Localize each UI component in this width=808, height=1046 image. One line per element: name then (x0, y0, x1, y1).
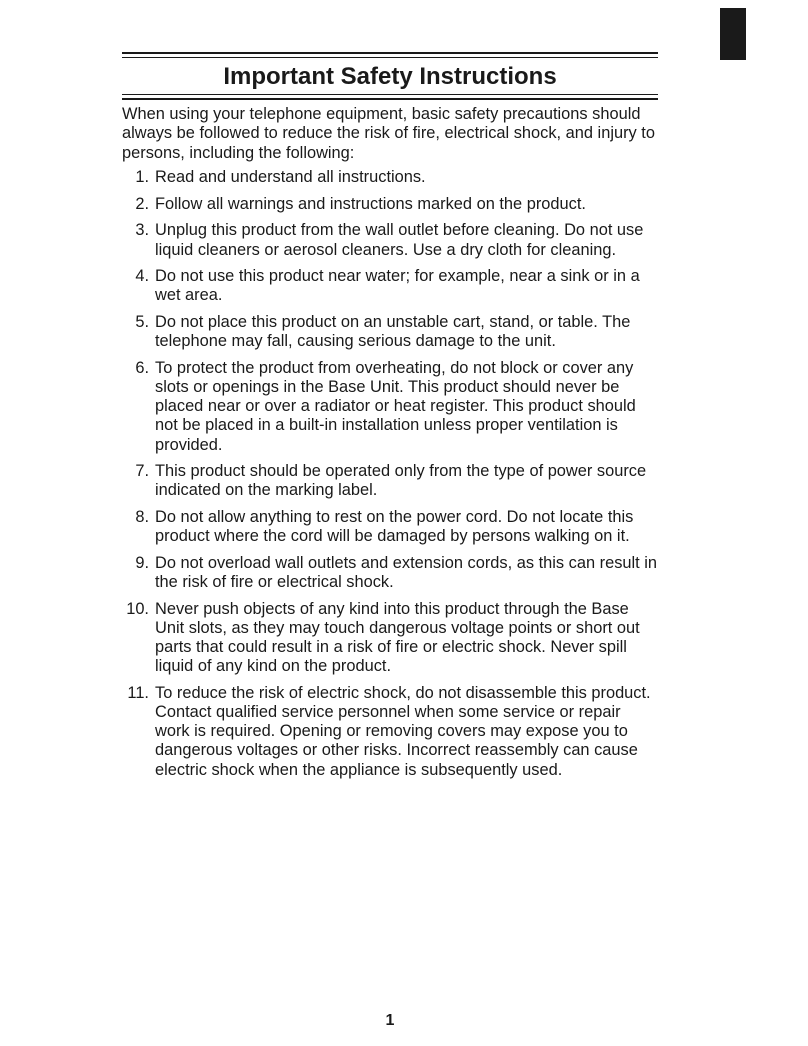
list-item-number: 8. (135, 508, 149, 526)
list-item (122, 684, 658, 780)
document-body (122, 52, 658, 787)
list-item (122, 221, 658, 259)
list-item-number: 1. (135, 168, 149, 187)
list-item (122, 600, 658, 677)
list-item-number: 11. (127, 683, 149, 702)
list-item (122, 554, 658, 592)
list-item-number: 2. (135, 194, 149, 213)
list-item-text: Read and understand all instructions. (155, 168, 426, 187)
list-item-text: Never push objects of any kind into this product through the Base Unit slots, as they may touch dangerous voltage points or short out parts that could result in a risk of fire or electric shock. Never spill liquid of any kind on the product. (155, 599, 640, 676)
list-item (122, 359, 658, 455)
page-title: Important Safety Instructions (223, 63, 557, 90)
list-item-text: To protect the product from overheating, do not block or cover any slots or openings in the Base Unit. This product should never be placed near or over a radiator or heat register. This product should not be placed in a built-in installation unless proper ventilation is provided. (155, 358, 636, 454)
intro-paragraph: When using your telephone equipment, basic safety precautions should always be followed to reduce the risk of fire, electrical shock, and injury to persons, including the following: (122, 105, 655, 162)
list-item (122, 168, 658, 187)
list-item-text: This product should be operated only from the type of power source indicated on the marking label. (155, 462, 647, 500)
section-edge-tab (720, 8, 746, 60)
list-item (122, 267, 658, 305)
list-item-text: Do not overload wall outlets and extension cords, as this can result in the risk of fire or electrical shock. (155, 553, 658, 591)
title-rule-top (122, 52, 658, 58)
list-item (122, 313, 658, 351)
list-item-number: 3. (135, 221, 149, 240)
title-rule-bottom (122, 94, 658, 100)
list-item-text: Do not use this product near water; for example, near a sink or in a wet area. (155, 267, 640, 305)
list-item-number: 9. (135, 553, 149, 572)
list-item-text: To reduce the risk of electric shock, do not disassemble this product. Contact qualified service personnel when some service or repair work is required. Opening or removing covers may expose you to dangerous voltages or other risks. Incorrect reassembly can cause electric shock when the appliance is subsequently used. (155, 683, 651, 779)
list-item-text: Follow all warnings and instructions marked on the product. (155, 194, 586, 213)
list-item-text: Unplug this product from the wall outlet before cleaning. Do not use liquid cleaners or aerosol cleaners. Use a dry cloth for cleaning. (155, 221, 644, 259)
safety-instructions-list (122, 168, 658, 780)
list-item-number: 4. (135, 267, 149, 286)
list-item (122, 195, 658, 214)
list-item-text: Do not place this product on an unstable cart, stand, or table. The telephone may fall, causing serious damage to the unit. (155, 313, 631, 351)
list-item-number: 5. (135, 313, 149, 331)
list-item-number: 6. (135, 358, 149, 377)
list-item-number: 10. (126, 599, 149, 618)
list-item-text: Do not allow anything to rest on the power cord. Do not locate this product where the cord will be damaged by persons walking on it. (155, 508, 634, 546)
page-number: 1 (385, 1012, 395, 1029)
list-item (122, 462, 658, 500)
list-item-number: 7. (135, 462, 149, 481)
list-item (122, 508, 658, 546)
